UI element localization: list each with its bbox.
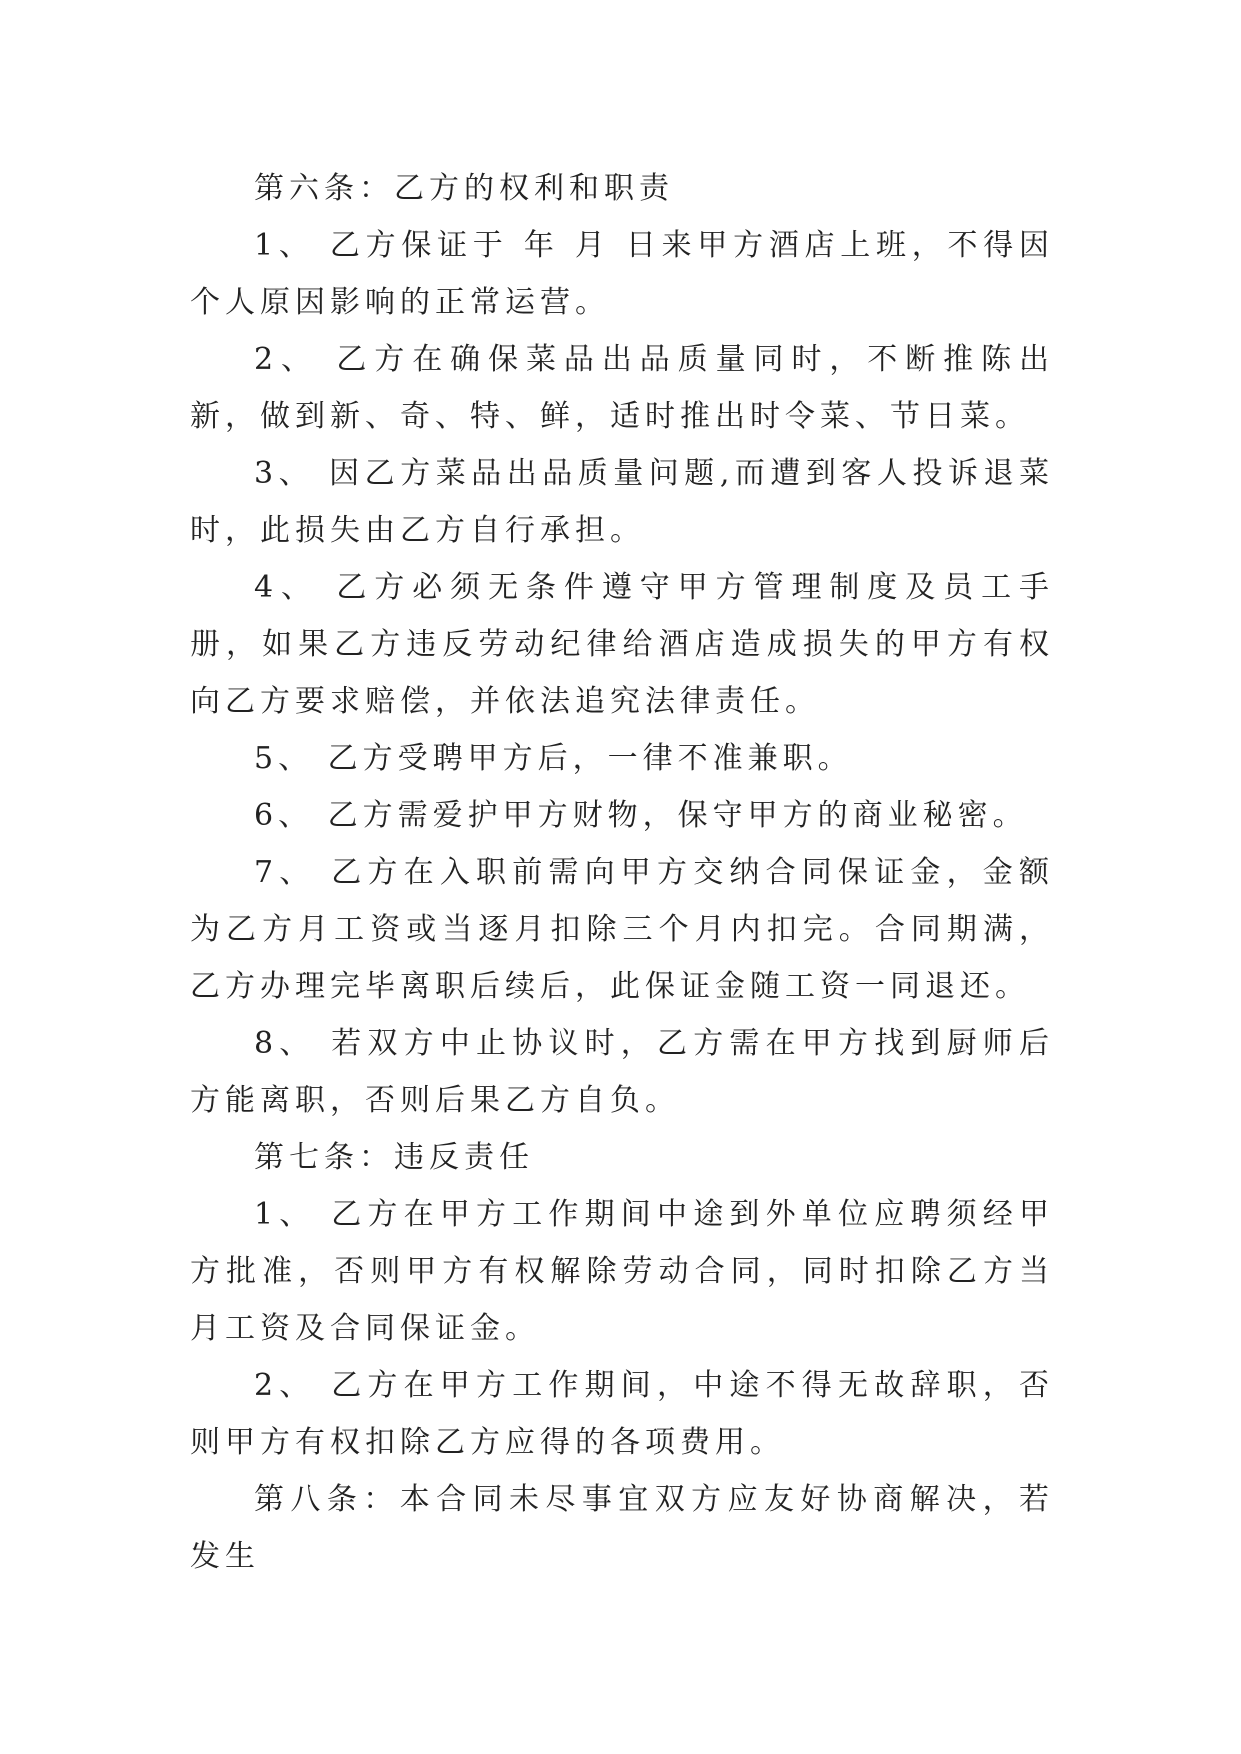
article-8-text: 第八条：本合同未尽事宜双方应友好协商解决，若发生 <box>190 1482 1054 1574</box>
article-6-item-5: 5、 乙方受聘甲方后，一律不准兼职。 <box>254 741 853 776</box>
article-7-heading: 第七条：违反责任 <box>254 1140 534 1175</box>
article-7-item-1: 1、 乙方在甲方工作期间中途到外单位应聘须经甲方批准，否则甲方有权解除劳动合同，同时扣除乙方当月工资及合同保证金。 <box>190 1197 1054 1346</box>
article-6-item-2: 2、 乙方在确保菜品出品质量同时，不断推陈出新，做到新、奇、特、鲜，适时推出时令菜、节日菜。 <box>190 342 1054 434</box>
article-7-item-2: 2、 乙方在甲方工作期间，中途不得无故辞职，否则甲方有权扣除乙方应得的各项费用。 <box>190 1368 1054 1460</box>
document-body <box>190 160 1054 1585</box>
article-6-item-4: 4、 乙方必须无条件遵守甲方管理制度及员工手册，如果乙方违反劳动纪律给酒店造成损失的甲方有权向乙方要求赔偿，并依法追究法律责任。 <box>190 570 1054 719</box>
article-6-item-3: 3、 因乙方菜品出品质量问题,而遭到客人投诉退菜时，此损失由乙方自行承担。 <box>190 456 1054 548</box>
article-6-item-8: 8、 若双方中止协议时，乙方需在甲方找到厨师后方能离职，否则后果乙方自负。 <box>190 1026 1054 1118</box>
article-6-heading: 第六条：乙方的权利和职责 <box>254 171 674 206</box>
article-6-item-6: 6、 乙方需爱护甲方财物，保守甲方的商业秘密。 <box>254 798 1028 833</box>
article-6-item-7: 7、 乙方在入职前需向甲方交纳合同保证金，金额为乙方月工资或当逐月扣除三个月内扣完。合同期满，乙方办理完毕离职后续后，此保证金随工资一同退还。 <box>190 855 1054 1004</box>
article-6-item-1: 1、 乙方保证于 年 月 日来甲方酒店上班，不得因个人原因影响的正常运营。 <box>190 228 1054 320</box>
